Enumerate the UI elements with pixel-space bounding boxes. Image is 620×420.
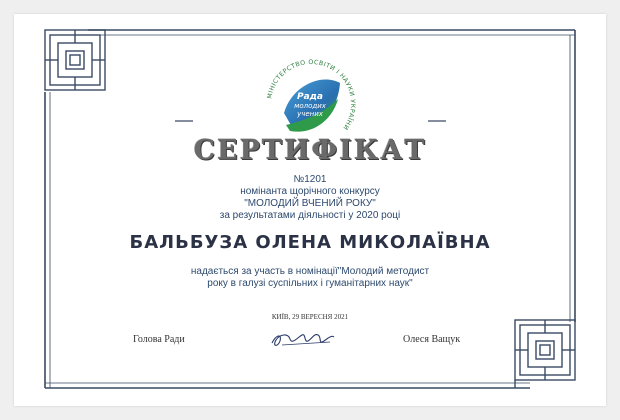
certificate-number: №1201 <box>293 174 327 185</box>
award-line-2: року в галузі суспільних і гуманітарних наук" <box>207 278 413 289</box>
corner-ornament-top-left <box>45 30 105 90</box>
certificate-title: СЕРТИФІКАТ <box>193 135 427 166</box>
logo-text-1: Рада <box>296 92 324 102</box>
nominee-line: номінанта щорічного конкурсу <box>240 186 380 197</box>
results-line: за результатами діяльності у 2020 році <box>219 210 401 221</box>
award-line-1: надається за участь в номінації"Молодий методист <box>190 266 430 277</box>
logo-text-3: учених <box>297 110 323 118</box>
corner-ornament-bottom-right <box>515 320 575 388</box>
recipient-name: БАЛЬБУЗА ОЛЕНА МИКОЛАЇВНА <box>129 232 491 253</box>
signature-image <box>268 325 338 351</box>
signatory-name: Олеся Ващук <box>403 334 461 345</box>
logo-text-2: молодих <box>294 102 326 110</box>
chair-label: Голова Ради <box>133 334 185 345</box>
issue-date: КИЇВ, 29 ВЕРЕСНЯ 2021 <box>271 313 349 321</box>
contest-name: "МОЛОДИЙ ВЧЕНИЙ РОКУ" <box>244 198 376 209</box>
logo-ring-text: МІНІСТЕРСТВО ОСВІТИ І НАУКИ УКРАЇНИ <box>266 58 357 132</box>
